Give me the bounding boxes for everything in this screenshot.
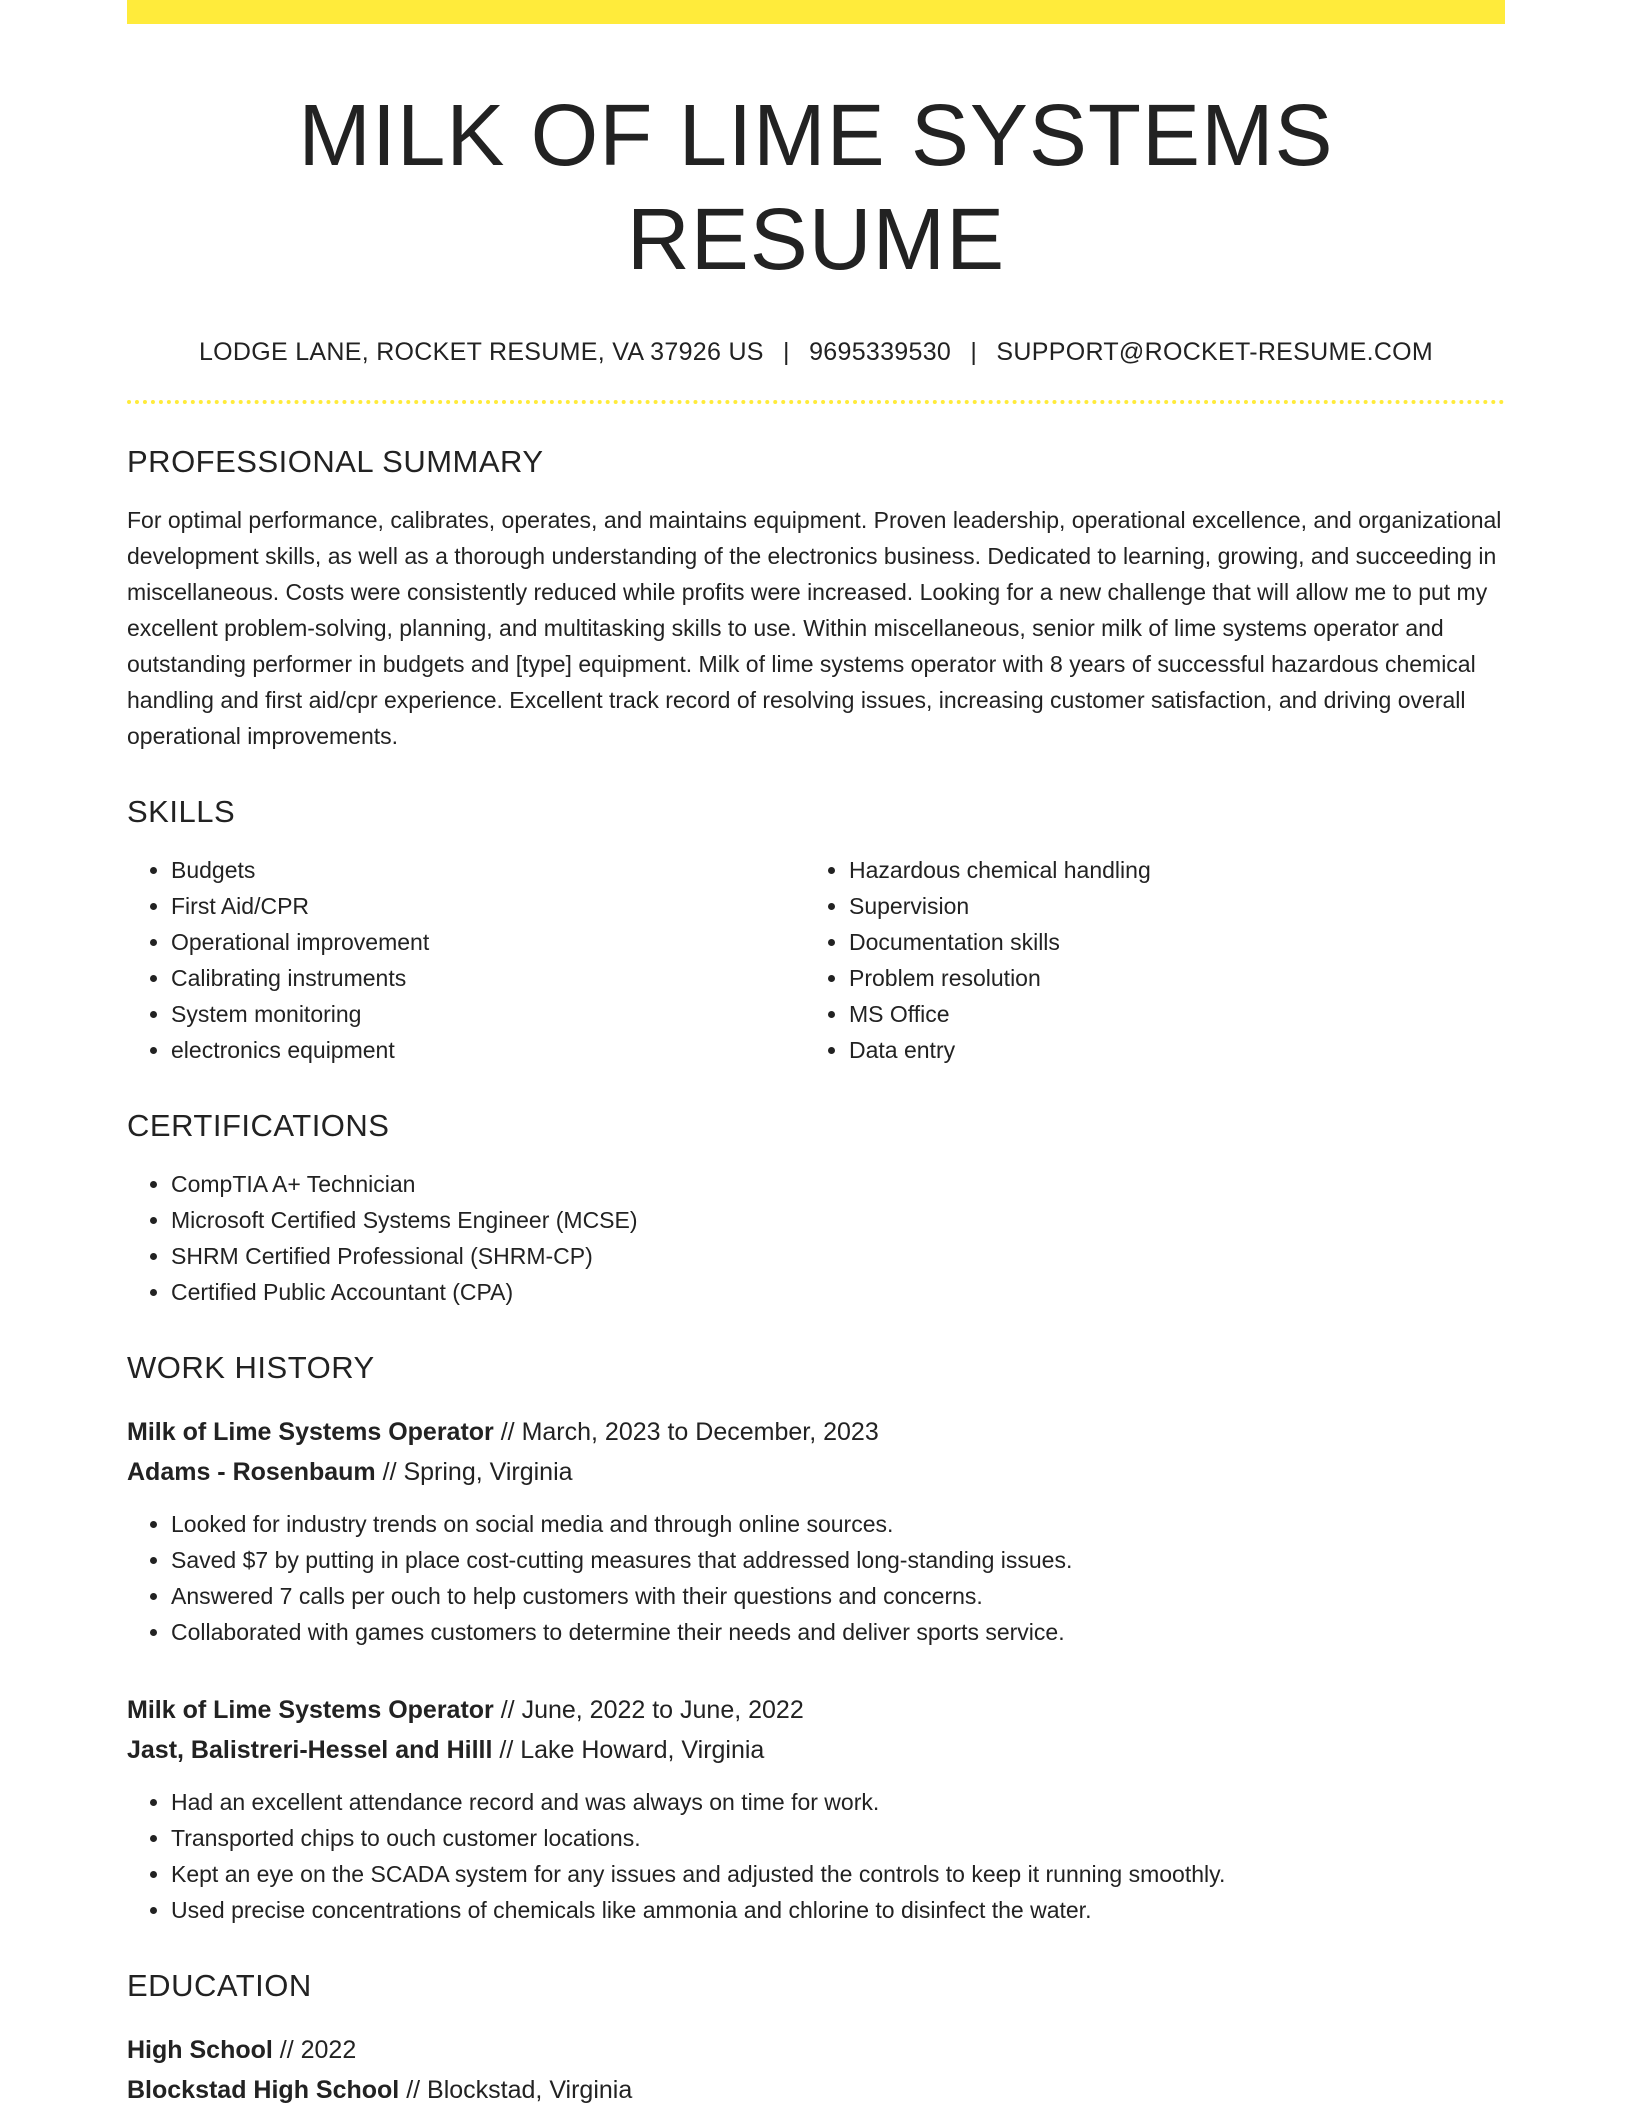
skill-item: • Hazardous chemical handling: [849, 852, 1483, 888]
skills-list-left: [127, 852, 805, 1068]
skill-item: • Documentation skills: [849, 924, 1483, 960]
skill-item: • Operational improvement: [171, 924, 805, 960]
job-role: Milk of Lime Systems Operator: [127, 1695, 494, 1724]
job-dates: // June, 2022 to June, 2022: [493, 1695, 804, 1724]
job-entry: [127, 1412, 1505, 1650]
summary-text: For optimal performance, calibrates, operates, and maintains equipment. Proven leadership, operational excellence, and organizational development skills, as well as a thorough understanding of the electronics business. Dedicated to learning, growing, and succeeding in miscellaneous. Costs were consistently reduced while profits were increased. Looking for a new challenge that will allow me to put my excellent problem-solving, planning, and multitasking skills to use. Within miscellaneous, senior milk of lime systems operator and outstanding performer in budgets and [type] equipment. Milk of lime systems operator with 8 years of successful hazardous chemical handling and first aid/cpr experience. Excellent track record of resolving issues, increasing customer satisfaction, and driving overall operational improvements.: [127, 506, 1502, 749]
skill-item: • Problem resolution: [849, 960, 1483, 996]
skill-item: • System monitoring: [171, 996, 805, 1032]
job-bullet: • Collaborated with games customers to determine their needs and deliver sports service.: [171, 1614, 1505, 1650]
job-bullet: • Saved $7 by putting in place cost-cutting measures that addressed long-standing issues.: [171, 1542, 1505, 1578]
job-bullet: • Kept an eye on the SCADA system for any issues and adjusted the controls to keep it running smoothly.: [171, 1856, 1505, 1892]
section-title-certifications: CERTIFICATIONS: [127, 1107, 390, 1143]
contact-line: [127, 335, 1505, 370]
education-school-line: [127, 2070, 1505, 2110]
certification-item: • SHRM Certified Professional (SHRM-CP): [171, 1238, 1505, 1274]
section-title-skills: SKILLS: [127, 793, 236, 829]
job-bullet: • Looked for industry trends on social media and through online sources.: [171, 1506, 1505, 1542]
job-role-line: [127, 1690, 1505, 1730]
education-location: // Blockstad, Virginia: [399, 2075, 633, 2104]
job-dates: // March, 2023 to December, 2023: [493, 1417, 879, 1446]
job-bullet: • Used precise concentrations of chemicals like ammonia and chlorine to disinfect the water.: [171, 1892, 1505, 1928]
job-role-line: [127, 1412, 1505, 1452]
skill-item: • Budgets: [171, 852, 805, 888]
skill-item: • MS Office: [849, 996, 1483, 1032]
job-location: // Spring, Virginia: [375, 1457, 573, 1486]
skills-list-right: [805, 852, 1483, 1068]
skills-grid: [127, 852, 1505, 1068]
contact-separator: |: [783, 337, 790, 366]
contact-phone: 9695339530: [809, 337, 952, 366]
resume-title: MILK OF LIME SYSTEMS RESUME: [298, 87, 1334, 289]
section-title-summary: PROFESSIONAL SUMMARY: [127, 443, 544, 479]
skill-item: • Calibrating instruments: [171, 960, 805, 996]
education-section: [127, 1968, 1505, 2110]
job-company: Adams - Rosenbaum: [127, 1457, 376, 1486]
skills-section: [127, 794, 1505, 1068]
certifications-section: [127, 1108, 1505, 1310]
job-entry: [127, 1690, 1505, 1928]
top-accent-bar: [127, 0, 1505, 24]
resume-page: [127, 0, 1505, 2110]
certification-item: • Certified Public Accountant (CPA): [171, 1274, 1505, 1310]
skill-item: • electronics equipment: [171, 1032, 805, 1068]
dotted-divider: [127, 400, 1505, 404]
skill-item: • Supervision: [849, 888, 1483, 924]
job-bullets: [127, 1784, 1505, 1928]
job-bullet: • Had an excellent attendance record and was always on time for work.: [171, 1784, 1505, 1820]
job-bullet: • Transported chips to ouch customer locations.: [171, 1820, 1505, 1856]
job-bullets: [127, 1506, 1505, 1650]
job-company: Jast, Balistreri-Hessel and Hilll: [127, 1735, 493, 1764]
education-school: Blockstad High School: [127, 2075, 400, 2104]
skill-item: • First Aid/CPR: [171, 888, 805, 924]
section-title-work-history: WORK HISTORY: [127, 1349, 375, 1385]
education-degree-line: [127, 2030, 1505, 2070]
section-title-education: EDUCATION: [127, 1967, 312, 2003]
education-degree: High School: [127, 2035, 273, 2064]
contact-address: LODGE LANE, ROCKET RESUME, VA 37926 US: [198, 337, 764, 366]
work-history-section: [127, 1350, 1505, 1928]
contact-email: SUPPORT@ROCKET-RESUME.COM: [996, 337, 1434, 366]
job-location: // Lake Howard, Virginia: [492, 1735, 765, 1764]
contact-separator: |: [970, 337, 978, 366]
job-company-line: [127, 1452, 1505, 1492]
job-bullet: • Answered 7 calls per ouch to help customers with their questions and concerns.: [171, 1578, 1505, 1614]
certifications-list: [127, 1166, 1505, 1310]
education-year: // 2022: [272, 2035, 357, 2064]
job-company-line: [127, 1730, 1505, 1770]
certification-item: • Microsoft Certified Systems Engineer (MCSE): [171, 1202, 1505, 1238]
job-role: Milk of Lime Systems Operator: [127, 1417, 494, 1446]
skill-item: • Data entry: [849, 1032, 1483, 1068]
education-entry: [127, 2030, 1505, 2110]
summary-section: [127, 444, 1505, 754]
certification-item: • CompTIA A+ Technician: [171, 1166, 1505, 1202]
